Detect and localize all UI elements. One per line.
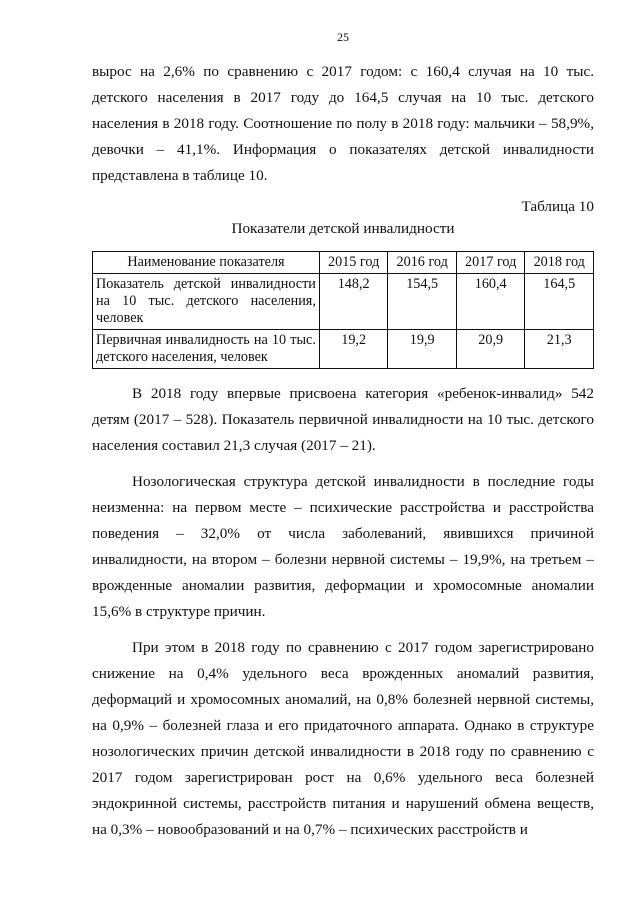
paragraph-new-category: В 2018 году впервые присвоена категория «ребенок-инвалид» 542 детям (2017 – 528). Показатель первичной инвалидности на 10 тыс. детского населения составил 21,3 случая (2017 – 21). [92,385,594,454]
paragraph-changes: При этом в 2018 году по сравнению с 2017 годом зарегистрировано снижение на 0,4% удельного веса врожденных аномалий развития, деформаций и хромосомных аномалий, на 0,8% болезней нервной системы, на 0,9% – болезней глаза и его придаточного аппарата. Однако в структуре нозологических причин детской инвалидности в 2018 году по сравнению с 2017 годом зарегистрирован рост на 0,6% удельного веса болезней эндокринной системы, расстройств питания и нарушений обмена веществ, на 0,3% – новообразований и на 0,7% – психических расстройств и [92,639,594,838]
header-year: 2015 год [319,252,388,274]
table-cell: 160,4 [456,274,525,330]
disability-table [92,251,594,369]
table-cell: 164,5 [525,274,594,330]
row-indicator-name: Показатель детской инвалидности на 10 тыс. детского населения, человек [93,274,320,330]
table-cell: 20,9 [456,330,525,369]
header-indicator-name: Наименование показателя [93,252,320,274]
table-cell: 19,9 [388,330,457,369]
header-year: 2018 год [525,252,594,274]
table-title: Показатели детской инвалидности [231,220,455,237]
paragraph-intro: вырос на 2,6% по сравнению с 2017 годом: с 160,4 случая на 10 тыс. детского населения в 2017 году до 164,5 случая на 10 тыс. детского населения в 2018 году. Соотношение по полу в 2018 году: мальчики – 58,9%, девочки – 41,1%. Информация о показателях детской инвалидности представлена в таблице 10. [92,63,594,184]
table-cell: 154,5 [388,274,457,330]
row-indicator-name: Первичная инвалидность на 10 тыс. детского населения, человек [93,330,320,369]
paragraph-nosology: Нозологическая структура детской инвалидности в последние годы неизменна: на первом месте – психические расстройства и расстройства поведения – 32,0% от числа заболеваний, явившихся причиной инвалидности, на втором – болезни нервной системы – 19,9%, на третьем – врожденные аномалии развития, деформации и хромосомные аномалии 15,6% в структуре причин. [92,473,594,620]
table-cell: 19,2 [319,330,388,369]
header-year: 2017 год [456,252,525,274]
page-number: 25 [337,30,349,44]
header-year: 2016 год [388,252,457,274]
table-row [93,274,594,330]
table-label: Таблица 10 [521,198,594,215]
document-page [92,30,594,843]
table-row [93,330,594,369]
table-cell: 148,2 [319,274,388,330]
table-header-row [93,252,594,274]
table-cell: 21,3 [525,330,594,369]
